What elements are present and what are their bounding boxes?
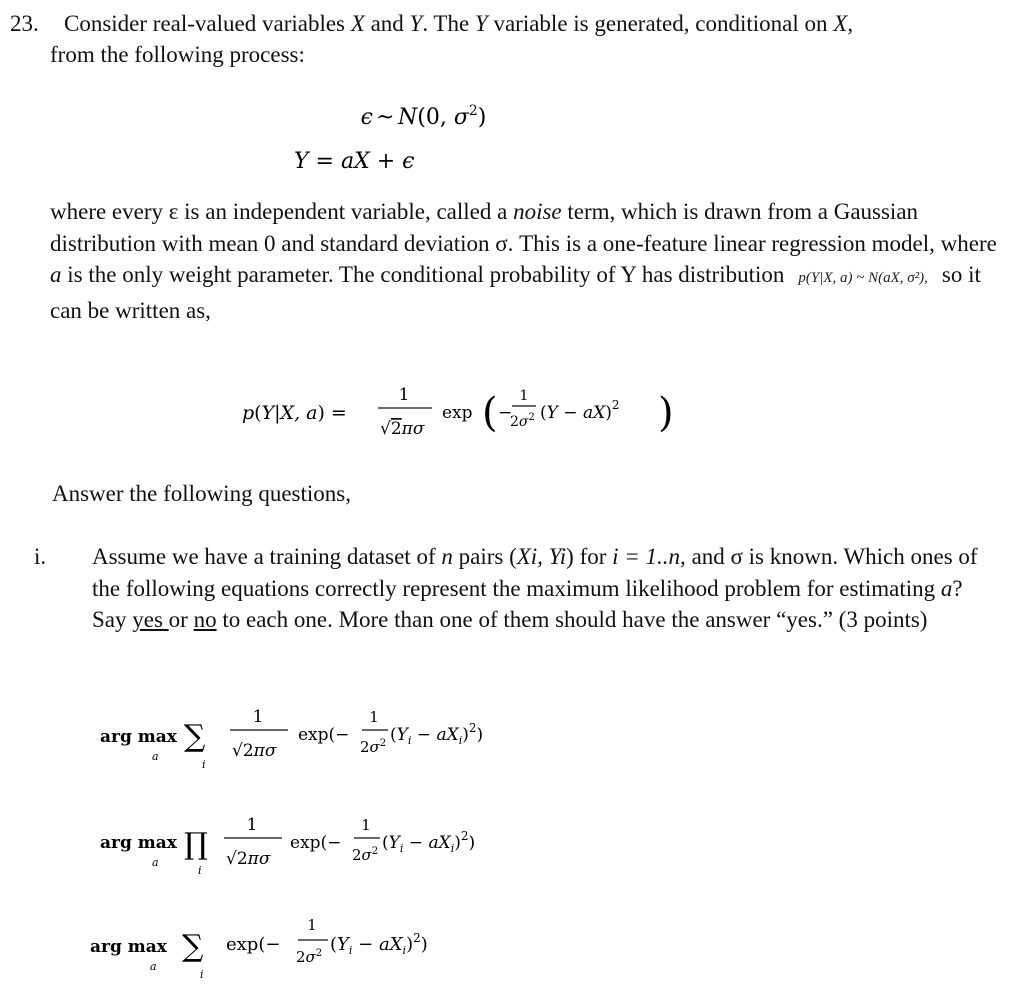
process-equations [280, 94, 487, 184]
svg-text:2σ2: $2\sigma^2$ [360, 738, 387, 756]
model-description: where every ε is an independent variable, called a noise term, which is drawn from a Gaussian distribution with mean 0 and standard deviation σ. This is a one-feature linear regression model, where a is the only weight parameter. The conditional probability of Y has distribution p(Y|X, a) ~ N(aX, σ²), so it can be written as, [50, 199, 997, 323]
svg-text:arg max: arg max [100, 727, 177, 747]
svg-text:2σ2: $2\sigma^2$ [352, 846, 379, 864]
svg-text:exp(−: exp(− [226, 934, 281, 955]
svg-text:−: − [498, 403, 513, 423]
svg-text:∑: ∑ [184, 719, 206, 754]
svg-text:1: 1 [369, 708, 379, 726]
svg-text:(Y − aX)2: (Y − aX)$^2$ [540, 398, 620, 423]
part-numeral: i. [34, 544, 47, 569]
epsilon-symbol: ϵ [360, 105, 373, 130]
density-equation [236, 372, 696, 452]
svg-text:exp: exp [442, 403, 473, 423]
y-definition: Y = aX + ϵ [294, 149, 415, 174]
density-lhs: p(Y|X, a) = [242, 402, 347, 424]
svg-text:1: 1 [252, 707, 264, 727]
svg-text:i: i [198, 864, 202, 877]
svg-text:(Yi − aXi)2): $(Y_i - aX_i)^2$) [382, 829, 476, 855]
answer-prompt: Answer the following questions, [52, 481, 351, 506]
question-number: 23. [10, 11, 39, 36]
svg-text:(: ( [482, 390, 498, 436]
svg-text:i: i [202, 758, 206, 771]
svg-text:(Yi − aXi)2): $(Y_i - aX_i)^2$) [390, 721, 484, 747]
part-i-text: Assume we have a training dataset of n pairs (Xi, Yi) for i = 1..n, and σ is known. Which ones of the following equations correctly represent the maximum likelihood problem for estimating a? Say yes or no to each one. More than one of them should have the answer “yes.” (3 points) [92, 544, 978, 632]
svg-text:1: 1 [361, 816, 371, 834]
svg-text:√2πσ: √2πσ [380, 419, 425, 439]
normal-dist: N(0, $\sigma^2$) [398, 103, 487, 130]
svg-text:(Yi − aXi)2): $(Y_i - aX_i)^2$) [330, 931, 428, 957]
svg-text:√2πσ: √2πσ [232, 741, 277, 761]
svg-text:): ) [658, 390, 674, 436]
svg-text:∑: ∑ [182, 929, 204, 964]
svg-text:2σ2: $2\sigma^2$ [296, 948, 323, 966]
svg-text:∏: ∏ [184, 827, 208, 862]
svg-text:exp(−: exp(− [290, 833, 342, 853]
question-intro-line2: from the following process: [50, 42, 305, 67]
svg-text:arg max: arg max [90, 937, 167, 957]
option-3-sum-exp[interactable] [88, 908, 558, 988]
svg-text:1: 1 [519, 388, 529, 404]
svg-text:1: 1 [307, 916, 317, 934]
question-intro-line1: Consider real-valued variables X and Y. The Y variable is generated, conditional on X, [64, 11, 854, 36]
svg-text:1: 1 [246, 815, 258, 835]
option-2-product-likelihood[interactable] [98, 812, 568, 890]
svg-text:√2πσ: √2πσ [226, 849, 271, 869]
svg-text:i: i [200, 968, 204, 981]
option-1-sum-likelihood[interactable] [98, 700, 568, 778]
tilde-symbol: ~ [376, 105, 395, 130]
svg-text:arg max: arg max [100, 833, 177, 853]
svg-text:a: a [152, 750, 159, 763]
svg-text:a: a [152, 856, 159, 869]
svg-text:a: a [150, 960, 157, 973]
svg-text:exp(−: exp(− [298, 725, 350, 745]
svg-text:1: 1 [398, 385, 410, 405]
inline-distribution: p(Y|X, a) ~ N(aX, σ²), [798, 270, 928, 286]
svg-text:2σ2: $2\sigma^2$ [510, 412, 535, 430]
